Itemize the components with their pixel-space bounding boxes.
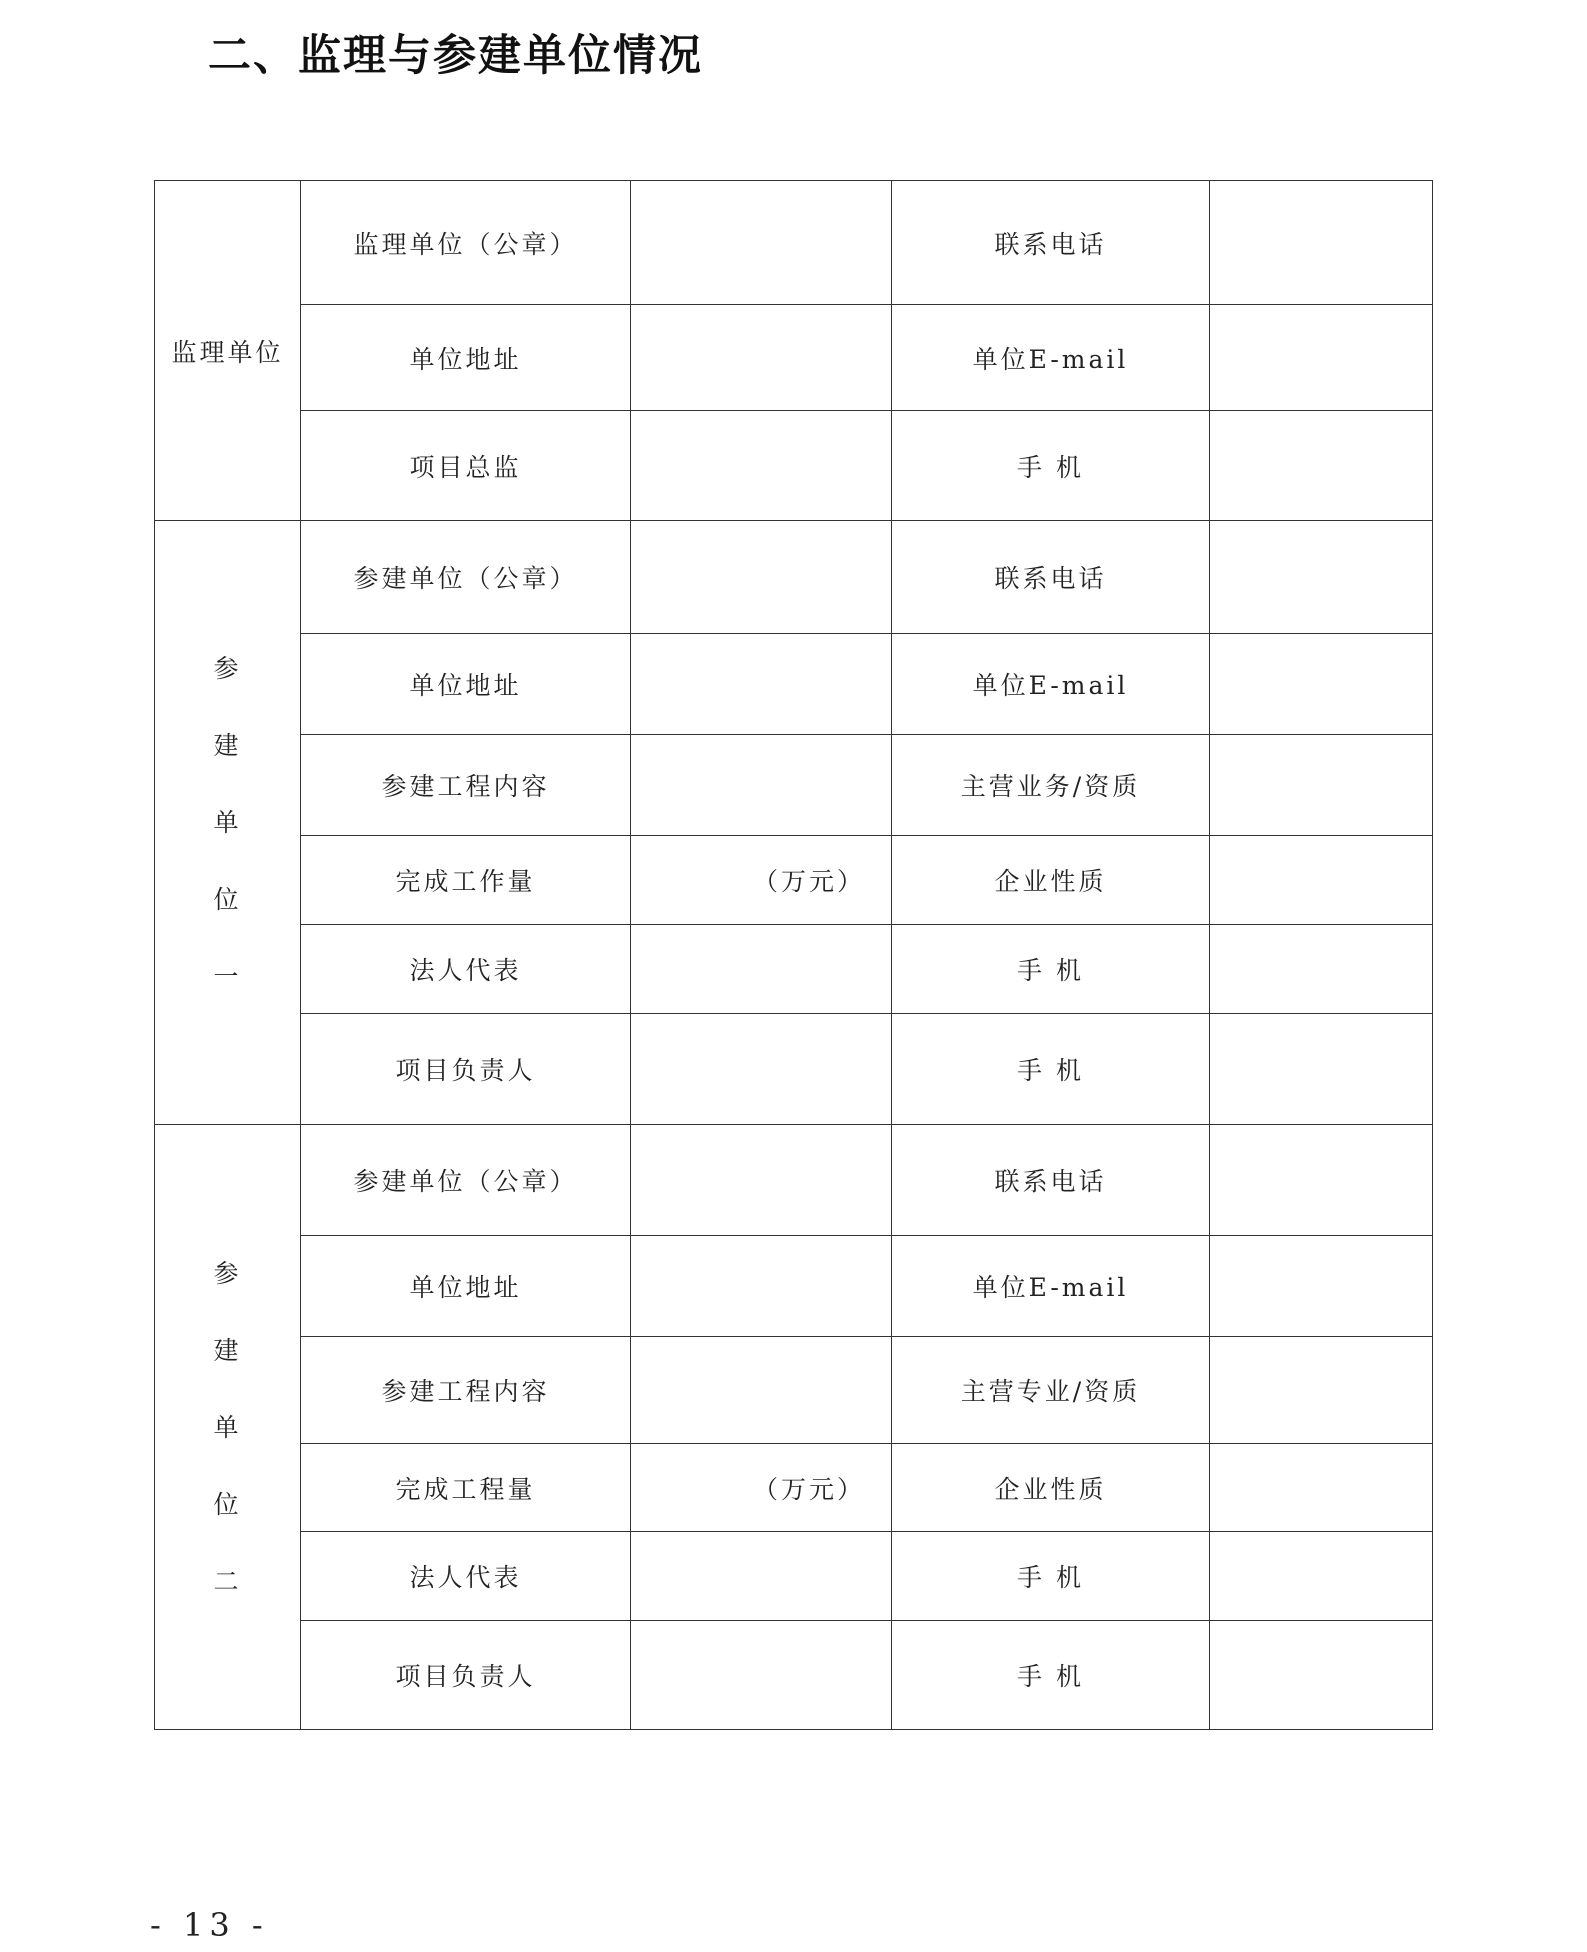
table-row — [155, 305, 1433, 411]
table-row — [155, 181, 1433, 305]
field-label: 监理单位（公章） — [301, 181, 631, 305]
field-value[interactable] — [631, 1014, 892, 1125]
field-label: 企业性质 — [892, 1444, 1210, 1532]
field-label: 主营专业/资质 — [892, 1337, 1210, 1444]
field-value[interactable] — [1210, 1236, 1433, 1337]
group-char: 单 — [213, 808, 242, 837]
field-value[interactable] — [631, 305, 892, 411]
table-row — [155, 411, 1433, 521]
field-label: 法人代表 — [301, 925, 631, 1014]
field-label: 参建单位（公章） — [301, 1125, 631, 1236]
unit-suffix: （万元） — [752, 867, 865, 896]
field-value[interactable] — [1210, 735, 1433, 836]
field-label: 参建工程内容 — [301, 735, 631, 836]
group-label-participant-2 — [155, 1125, 301, 1730]
field-label: 手 机 — [892, 1621, 1210, 1730]
field-value[interactable] — [631, 925, 892, 1014]
table-row — [155, 1236, 1433, 1337]
field-value[interactable] — [1210, 1125, 1433, 1236]
table-row — [155, 735, 1433, 836]
field-value[interactable] — [631, 411, 892, 521]
field-label: 参建工程内容 — [301, 1337, 631, 1444]
field-value[interactable] — [631, 634, 892, 735]
unit-info-table — [154, 180, 1433, 1730]
group-char: 位 — [213, 885, 242, 914]
table-row — [155, 634, 1433, 735]
field-value[interactable] — [1210, 1621, 1433, 1730]
field-label: 单位地址 — [301, 305, 631, 411]
field-value[interactable] — [1210, 836, 1433, 925]
group-label-supervision: 监理单位 — [155, 181, 301, 521]
field-value[interactable] — [631, 1125, 892, 1236]
group-char: 参 — [213, 654, 242, 683]
field-label: 参建单位（公章） — [301, 521, 631, 634]
group-char: 建 — [213, 731, 242, 760]
field-label: 企业性质 — [892, 836, 1210, 925]
table-row — [155, 836, 1433, 925]
field-value[interactable] — [1210, 1337, 1433, 1444]
group-label-participant-1 — [155, 521, 301, 1125]
unit-suffix: （万元） — [752, 1474, 865, 1504]
table-row — [155, 1337, 1433, 1444]
table-row — [155, 1014, 1433, 1125]
field-value[interactable] — [1210, 925, 1433, 1014]
table-row — [155, 1532, 1433, 1621]
field-label: 法人代表 — [301, 1532, 631, 1621]
field-label: 主营业务/资质 — [892, 735, 1210, 836]
field-value[interactable] — [631, 1532, 892, 1621]
field-value[interactable] — [1210, 411, 1433, 521]
page-title: 二、监理与参建单位情况 — [208, 31, 703, 81]
field-value[interactable] — [631, 1444, 892, 1532]
field-label: 单位E-mail — [892, 1236, 1210, 1337]
field-label: 项目负责人 — [301, 1014, 631, 1125]
table-row — [155, 1125, 1433, 1236]
group-char: 建 — [213, 1335, 242, 1365]
field-value[interactable] — [631, 735, 892, 836]
field-value[interactable] — [631, 1337, 892, 1444]
field-value[interactable] — [1210, 634, 1433, 735]
field-label: 手 机 — [892, 1014, 1210, 1125]
field-value[interactable] — [631, 181, 892, 305]
field-label: 联系电话 — [892, 521, 1210, 634]
group-char: 一 — [213, 962, 242, 991]
group-char: 参 — [213, 1258, 242, 1288]
field-label: 单位地址 — [301, 1236, 631, 1337]
group-char: 单 — [213, 1412, 242, 1442]
field-value[interactable] — [1210, 305, 1433, 411]
table-row — [155, 1621, 1433, 1730]
field-label: 联系电话 — [892, 1125, 1210, 1236]
field-value[interactable] — [1210, 521, 1433, 634]
field-label: 完成工程量 — [301, 1444, 631, 1532]
field-label: 项目负责人 — [301, 1621, 631, 1730]
field-label: 单位E-mail — [892, 305, 1210, 411]
field-value[interactable] — [1210, 1014, 1433, 1125]
field-value[interactable] — [631, 836, 892, 925]
field-value[interactable] — [1210, 181, 1433, 305]
field-label: 手 机 — [892, 925, 1210, 1014]
field-value[interactable] — [631, 521, 892, 634]
field-label: 项目总监 — [301, 411, 631, 521]
field-label: 手 机 — [892, 1532, 1210, 1621]
group-char: 位 — [213, 1489, 242, 1519]
field-label: 单位E-mail — [892, 634, 1210, 735]
page-number: - 13 - — [150, 1906, 269, 1944]
field-label: 手 机 — [892, 411, 1210, 521]
group-char: 二 — [213, 1566, 242, 1596]
field-label: 完成工作量 — [301, 836, 631, 925]
field-label: 联系电话 — [892, 181, 1210, 305]
field-label: 单位地址 — [301, 634, 631, 735]
table-row — [155, 925, 1433, 1014]
table-row — [155, 1444, 1433, 1532]
field-value[interactable] — [1210, 1444, 1433, 1532]
field-value[interactable] — [631, 1236, 892, 1337]
field-value[interactable] — [631, 1621, 892, 1730]
table-row — [155, 521, 1433, 634]
field-value[interactable] — [1210, 1532, 1433, 1621]
